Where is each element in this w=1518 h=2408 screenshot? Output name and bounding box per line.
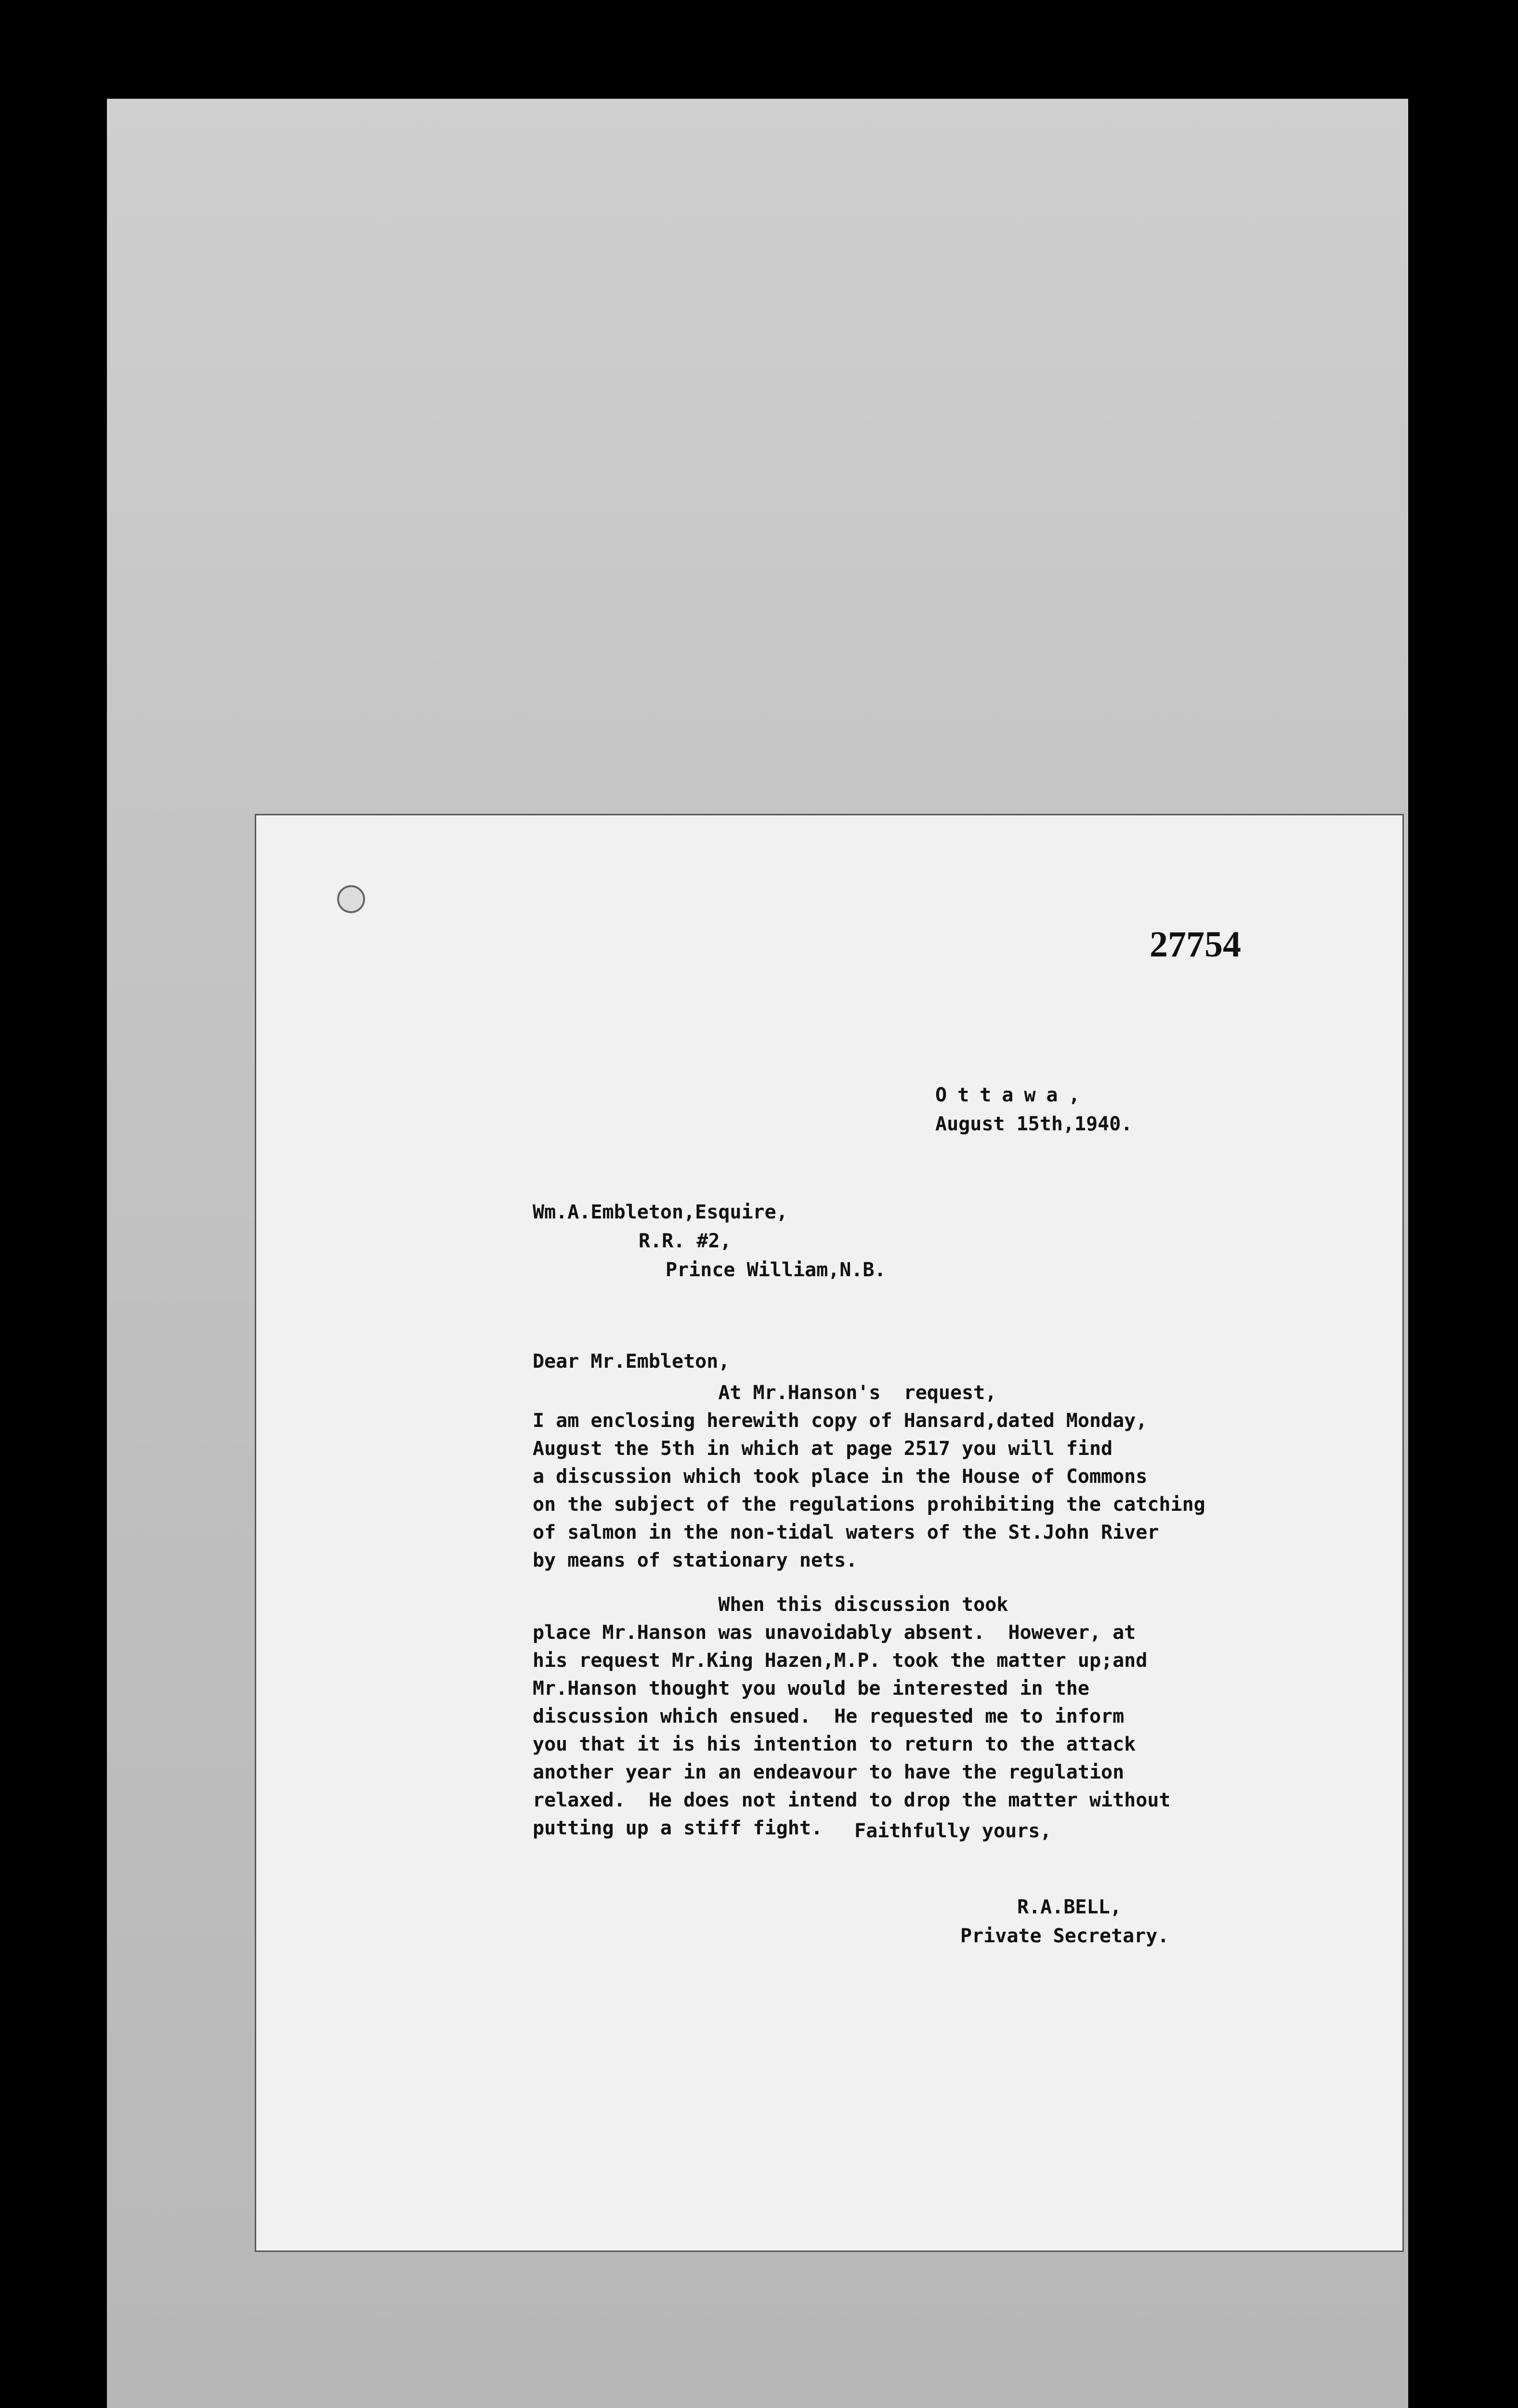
address-line-3: Prince William,N.B. bbox=[666, 1259, 886, 1281]
paragraph-line: place Mr.Hanson was unavoidably absent. However, at bbox=[533, 1622, 1136, 1644]
paragraph-line: by means of stationary nets. bbox=[533, 1549, 858, 1571]
letter-page bbox=[256, 815, 1402, 2251]
paragraph-1 bbox=[533, 1379, 1327, 1574]
signature-title: Private Secretary. bbox=[960, 1925, 1169, 1947]
address-line-2: R.R. #2, bbox=[639, 1230, 732, 1252]
signature-name: R.A.BELL, bbox=[1017, 1896, 1122, 1918]
paragraph-line: relaxed. He does not intend to drop the matter without bbox=[533, 1789, 1171, 1811]
paragraph-line: on the subject of the regulations prohibiting the catching bbox=[533, 1493, 1205, 1516]
paragraph-line: discussion which ensued. He requested me to inform bbox=[533, 1705, 1125, 1727]
punch-hole bbox=[337, 885, 365, 913]
paragraph-line: of salmon in the non-tidal waters of the St.John River bbox=[533, 1521, 1159, 1544]
paragraph-line: you that it is his intention to return to the attack bbox=[533, 1733, 1136, 1755]
letter-place: Ottawa, bbox=[935, 1084, 1091, 1106]
address-line-1: Wm.A.Embleton,Esquire, bbox=[533, 1201, 788, 1223]
paragraph-line: When this discussion took bbox=[533, 1594, 1008, 1616]
closing: Faithfully yours, bbox=[854, 1820, 1052, 1842]
paragraph-line: Mr.Hanson thought you would be interested in the bbox=[533, 1677, 1089, 1700]
paragraph-line: another year in an endeavour to have the regulation bbox=[533, 1761, 1125, 1783]
paragraph-line: a discussion which took place in the House of Commons bbox=[533, 1466, 1148, 1488]
paragraph-line: putting up a stiff fight. bbox=[533, 1817, 823, 1839]
document-number: 27754 bbox=[1150, 924, 1241, 965]
mounting-board bbox=[107, 99, 1408, 2408]
paragraph-line: his request Mr.King Hazen,M.P. took the matter up;and bbox=[533, 1649, 1148, 1672]
paragraph-line: At Mr.Hanson's request, bbox=[533, 1382, 997, 1404]
salutation: Dear Mr.Embleton, bbox=[533, 1350, 730, 1373]
paragraph-line: August the 5th in which at page 2517 you will find bbox=[533, 1438, 1113, 1460]
paragraph-2 bbox=[533, 1591, 1327, 1842]
paragraph-line: I am enclosing herewith copy of Hansard,dated Monday, bbox=[533, 1410, 1148, 1432]
letter-date: August 15th,1940. bbox=[935, 1113, 1133, 1135]
